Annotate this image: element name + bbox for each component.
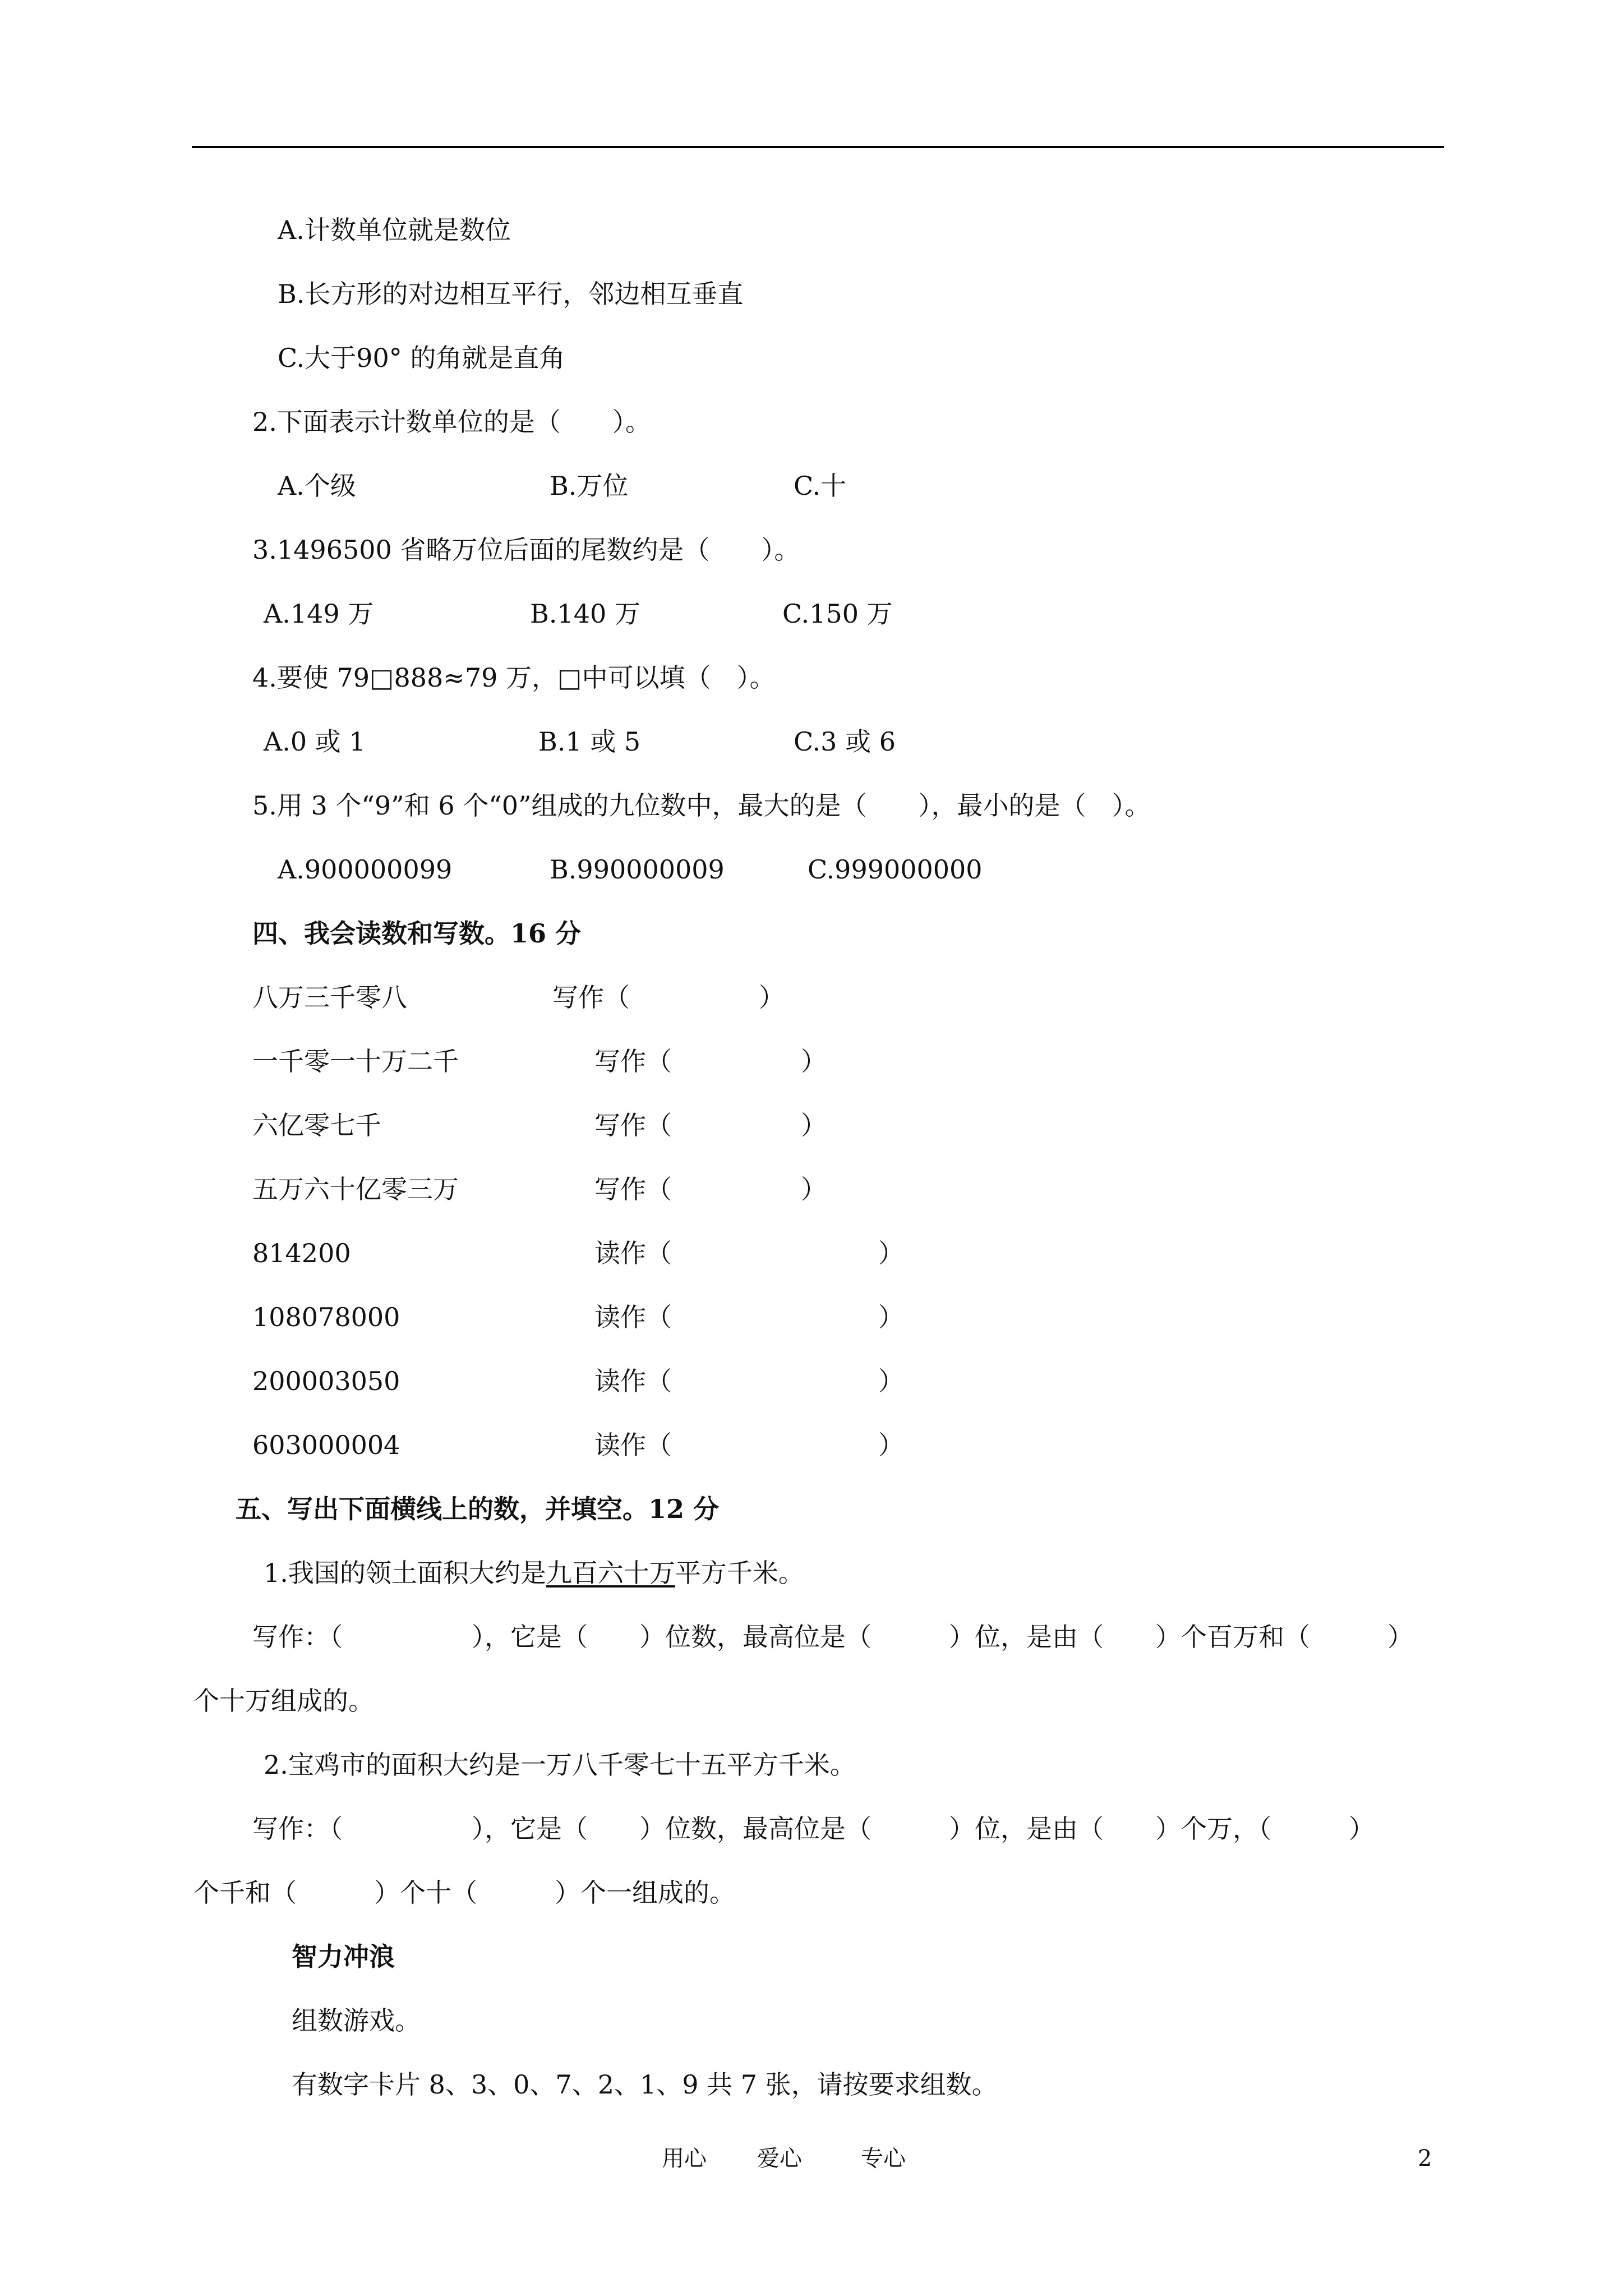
q3-question: 3.1496500 省略万位后面的尾数约是（ ）。 — [252, 535, 800, 565]
q5-question: 5.用 3 个“9”和 6 个“0”组成的九位数中，最大的是（ ），最小的是（ ）。 — [252, 790, 1151, 821]
section4-heading: 四、我会读数和写数。16 分 — [252, 918, 582, 949]
section4-answer: 写作（ ） — [594, 1046, 827, 1076]
q4-option-c: C.3 或 6 — [794, 726, 896, 757]
p2-write-line: 写作：（ ），它是（ ）位数，最高位是（ ）位，是由（ ）个万，（ ） — [252, 1814, 1375, 1844]
q5-option-a: A.900000099 — [278, 854, 453, 885]
q2-question: 2.下面表示计数单位的是（ ）。 — [252, 407, 651, 437]
q3-option-c: C.150 万 — [782, 599, 893, 629]
section4-item: 603000004 — [252, 1430, 400, 1460]
footer-word: 爱心 — [757, 2146, 802, 2171]
section5-heading: 五、写出下面横线上的数，并填空。12 分 — [236, 1494, 720, 1524]
q3-option-a: A.149 万 — [264, 599, 374, 629]
bonus-subtitle: 组数游戏。 — [292, 2005, 421, 2036]
q2-option-a: A.个级 — [278, 471, 356, 501]
footer-word: 用心 — [662, 2146, 707, 2171]
q5-option-b: B.990000009 — [550, 854, 725, 885]
q2-option-b: B.万位 — [550, 471, 629, 501]
section4-answer: 写作（ ） — [552, 982, 785, 1013]
section4-answer: 写作（ ） — [594, 1110, 827, 1140]
q1-option-b: B.长方形的对边相互平行，邻边相互垂直 — [278, 279, 744, 309]
section5-problem-1 — [264, 1556, 804, 1590]
q3-option-b: B.140 万 — [530, 599, 640, 629]
p1-underlined-number: 九百六十万 — [546, 1558, 675, 1588]
p2-write-continuation: 个千和（ ）个十（ ）个一组成的。 — [193, 1878, 735, 1908]
p1-write-line: 写作：（ ），它是（ ）位数，最高位是（ ）位，是由（ ）个百万和（ ） — [252, 1622, 1413, 1652]
section4-item: 108078000 — [252, 1302, 400, 1332]
footer-word: 专心 — [861, 2146, 906, 2171]
section4-answer: 读作（ ） — [594, 1366, 904, 1396]
section4-answer: 读作（ ） — [594, 1238, 904, 1268]
section4-answer: 写作（ ） — [594, 1174, 827, 1204]
section4-answer: 读作（ ） — [594, 1302, 904, 1332]
q5-option-c: C.999000000 — [808, 854, 983, 885]
p1-write-continuation: 个十万组成的。 — [193, 1686, 374, 1716]
section4-item: 200003050 — [252, 1366, 400, 1396]
header-rule — [192, 146, 1444, 148]
bonus-text: 有数字卡片 8、3、0、7、2、1、9 共 7 张，请按要求组数。 — [292, 2069, 998, 2100]
q4-option-a: A.0 或 1 — [264, 726, 366, 757]
bonus-heading: 智力冲浪 — [292, 1941, 395, 1972]
section4-item: 八万三千零八 — [252, 982, 407, 1013]
section4-item: 一千零一十万二千 — [252, 1046, 459, 1076]
p1-prefix: 1.我国的领土面积大约是 — [264, 1558, 546, 1588]
section4-item: 五万六十亿零三万 — [252, 1174, 459, 1204]
p1-suffix: 平方千米。 — [675, 1558, 804, 1588]
section4-item: 六亿零七千 — [252, 1110, 381, 1140]
q2-option-c: C.十 — [794, 471, 847, 501]
q4-question: 4.要使 79□888≈79 万，□中可以填（ ）。 — [252, 662, 776, 693]
section4-item: 814200 — [252, 1238, 351, 1268]
page-number: 2 — [1418, 2146, 1432, 2171]
section4-answer: 读作（ ） — [594, 1430, 904, 1460]
q4-option-b: B.1 或 5 — [538, 726, 641, 757]
q1-option-a: A.计数单位就是数位 — [278, 215, 511, 245]
q1-option-c: C.大于90° 的角就是直角 — [278, 343, 565, 373]
section5-problem-2: 2.宝鸡市的面积大约是一万八千零七十五平方千米。 — [264, 1750, 856, 1780]
